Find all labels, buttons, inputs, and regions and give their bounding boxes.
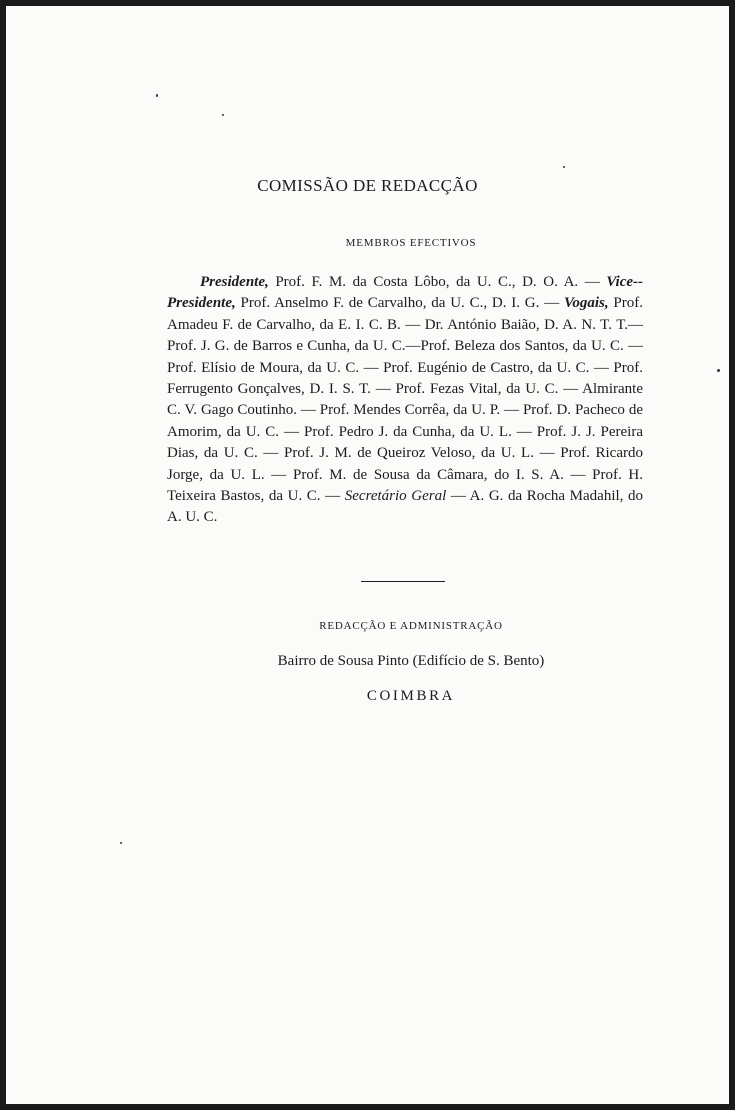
role-vogais: Vogais,: [564, 295, 609, 312]
role-vice-president: Vice--Presidente,: [167, 274, 643, 312]
divider-rule: [361, 581, 445, 582]
scan-speck: [563, 166, 565, 168]
members-text-1: Prof. F. M. da Costa Lôbo, da U. C., D. O. A. —: [268, 274, 607, 290]
scan-speck: [222, 114, 224, 116]
admin-label: REDACÇÃO E ADMINISTRAÇÃO: [319, 620, 503, 632]
scan-speck: [156, 94, 158, 97]
role-president: Presidente,: [200, 274, 269, 290]
scan-speck: [717, 369, 720, 372]
city: COIMBRA: [366, 688, 456, 704]
address: Bairro de Sousa Pinto (Edifício de S. Bento): [277, 653, 545, 669]
members-paragraph: [167, 272, 643, 529]
role-secretary: Secretário Geral: [344, 488, 447, 505]
page-title: COMISSÃO DE REDACÇÃO: [257, 176, 478, 195]
section-subtitle: MEMBROS EFECTIVOS: [345, 237, 477, 249]
scan-speck: [120, 842, 122, 844]
document-page: [6, 6, 729, 1104]
members-text-3: Prof. Amadeu F. de Carvalho, da E. I. C. B. — Dr. António Baião, D. A. N. T. T.—Prof. J. G. de Barros e Cunha, da U. C.—Prof. Beleza dos Santos, da U. C. — Prof. Elísio de Moura, da U. C. — Prof. Eugénio de Castro, da U. C. — Prof. Ferrugento Gonçalves, D. I. S. T. — Prof. Fezas Vital, da U. C. — Almirante C. V. Gago Coutinho. — Prof. Mendes Corrêa, da U. P. — Prof. D. Pacheco de Amorim, da U. C. — Prof. Pedro J. da Cunha, da U. L. — Prof. J. J. Pereira Dias, da U. C. — Prof. J. M. de Queiroz Veloso, da U. L. — Prof. Ricardo Jorge, da U. L. — Prof. M. de Sousa da Câmara, do I. S. A. — Prof. H. Teixeira Bastos, da U. C. —: [167, 295, 643, 505]
members-text-2: Prof. Anselmo F. de Carvalho, da U. C., D. I. G. —: [235, 295, 564, 312]
members-text-4: — A. G. da Rocha Madahil, do A. U. C.: [167, 488, 644, 526]
